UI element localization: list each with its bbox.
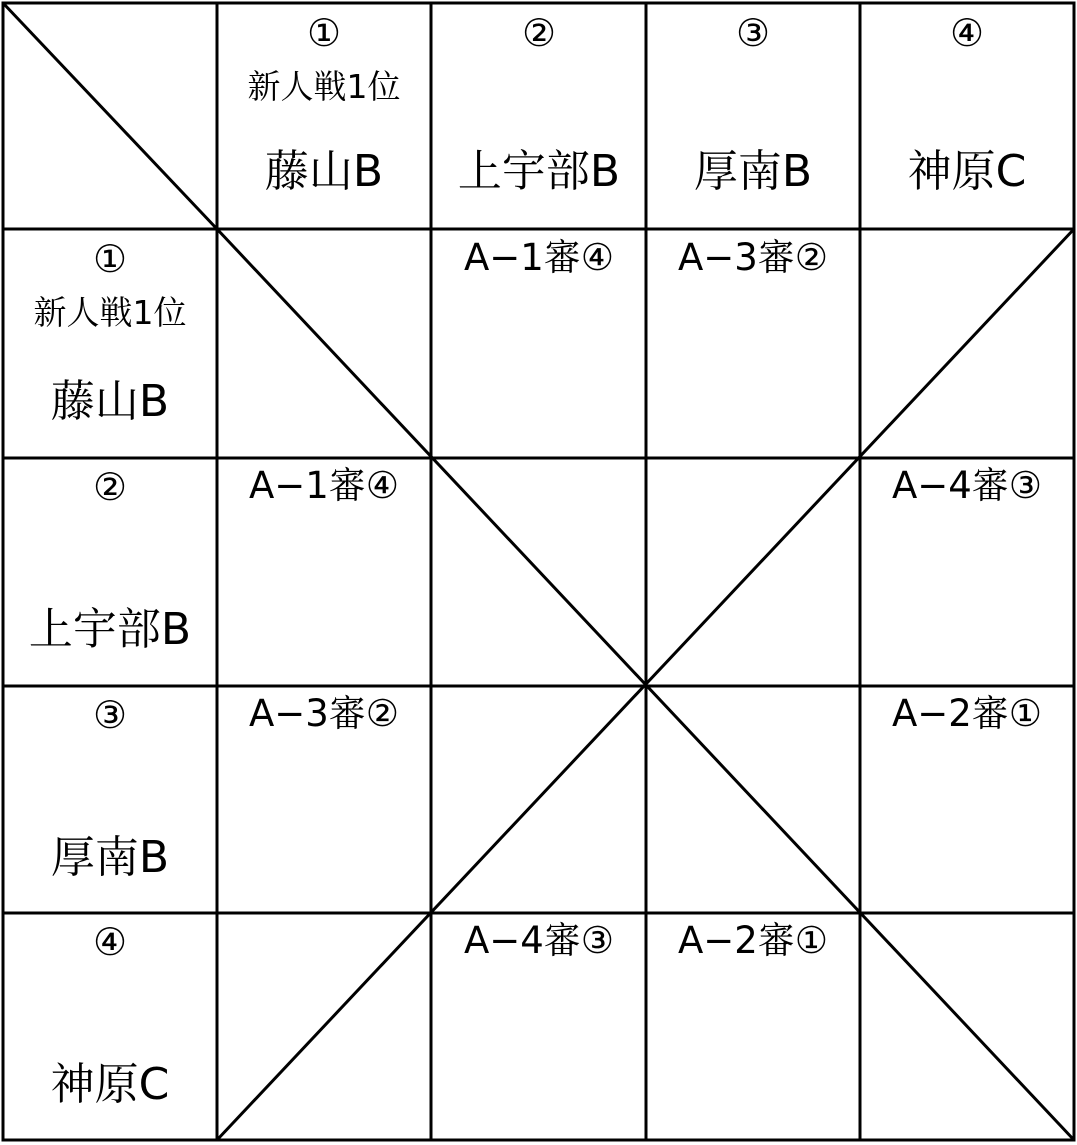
match-cell-4-3: A−2審① [677, 919, 829, 962]
row-header-sub-1: 新人戦1位 [33, 293, 187, 332]
match-cell-1-2: A−1審④ [463, 236, 615, 279]
match-cell-2-4: A−4審③ [891, 464, 1043, 507]
col-header-team-3: 厚南B [693, 146, 813, 197]
row-header-num-4: ④ [92, 920, 128, 964]
col-header-num-1: ① [306, 11, 342, 55]
match-cell-2-1: A−1審④ [248, 464, 400, 507]
corner-diagonal [3, 3, 217, 229]
col-header-num-2: ② [521, 11, 557, 55]
match-cell-1-3: A−3審② [677, 236, 829, 279]
col-header-team-2: 上宇部B [457, 146, 621, 197]
row-header-num-2: ② [92, 465, 128, 509]
row-header-team-1: 藤山B [50, 376, 170, 427]
match-cell-3-4: A−2審① [891, 692, 1043, 735]
match-cell-3-1: A−3審② [248, 692, 400, 735]
col-header-num-3: ③ [735, 11, 771, 55]
col-header-sub-1: 新人戦1位 [247, 67, 401, 106]
col-header-team-1: 藤山B [264, 146, 384, 197]
col-header-num-4: ④ [949, 11, 985, 55]
row-header-team-4: 神原C [50, 1059, 170, 1110]
row-header-num-1: ① [92, 237, 128, 281]
match-cell-4-2: A−4審③ [463, 919, 615, 962]
row-header-team-3: 厚南B [50, 832, 170, 883]
row-header-num-3: ③ [92, 693, 128, 737]
row-header-team-2: 上宇部B [28, 604, 192, 655]
col-header-team-4: 神原C [907, 146, 1027, 197]
